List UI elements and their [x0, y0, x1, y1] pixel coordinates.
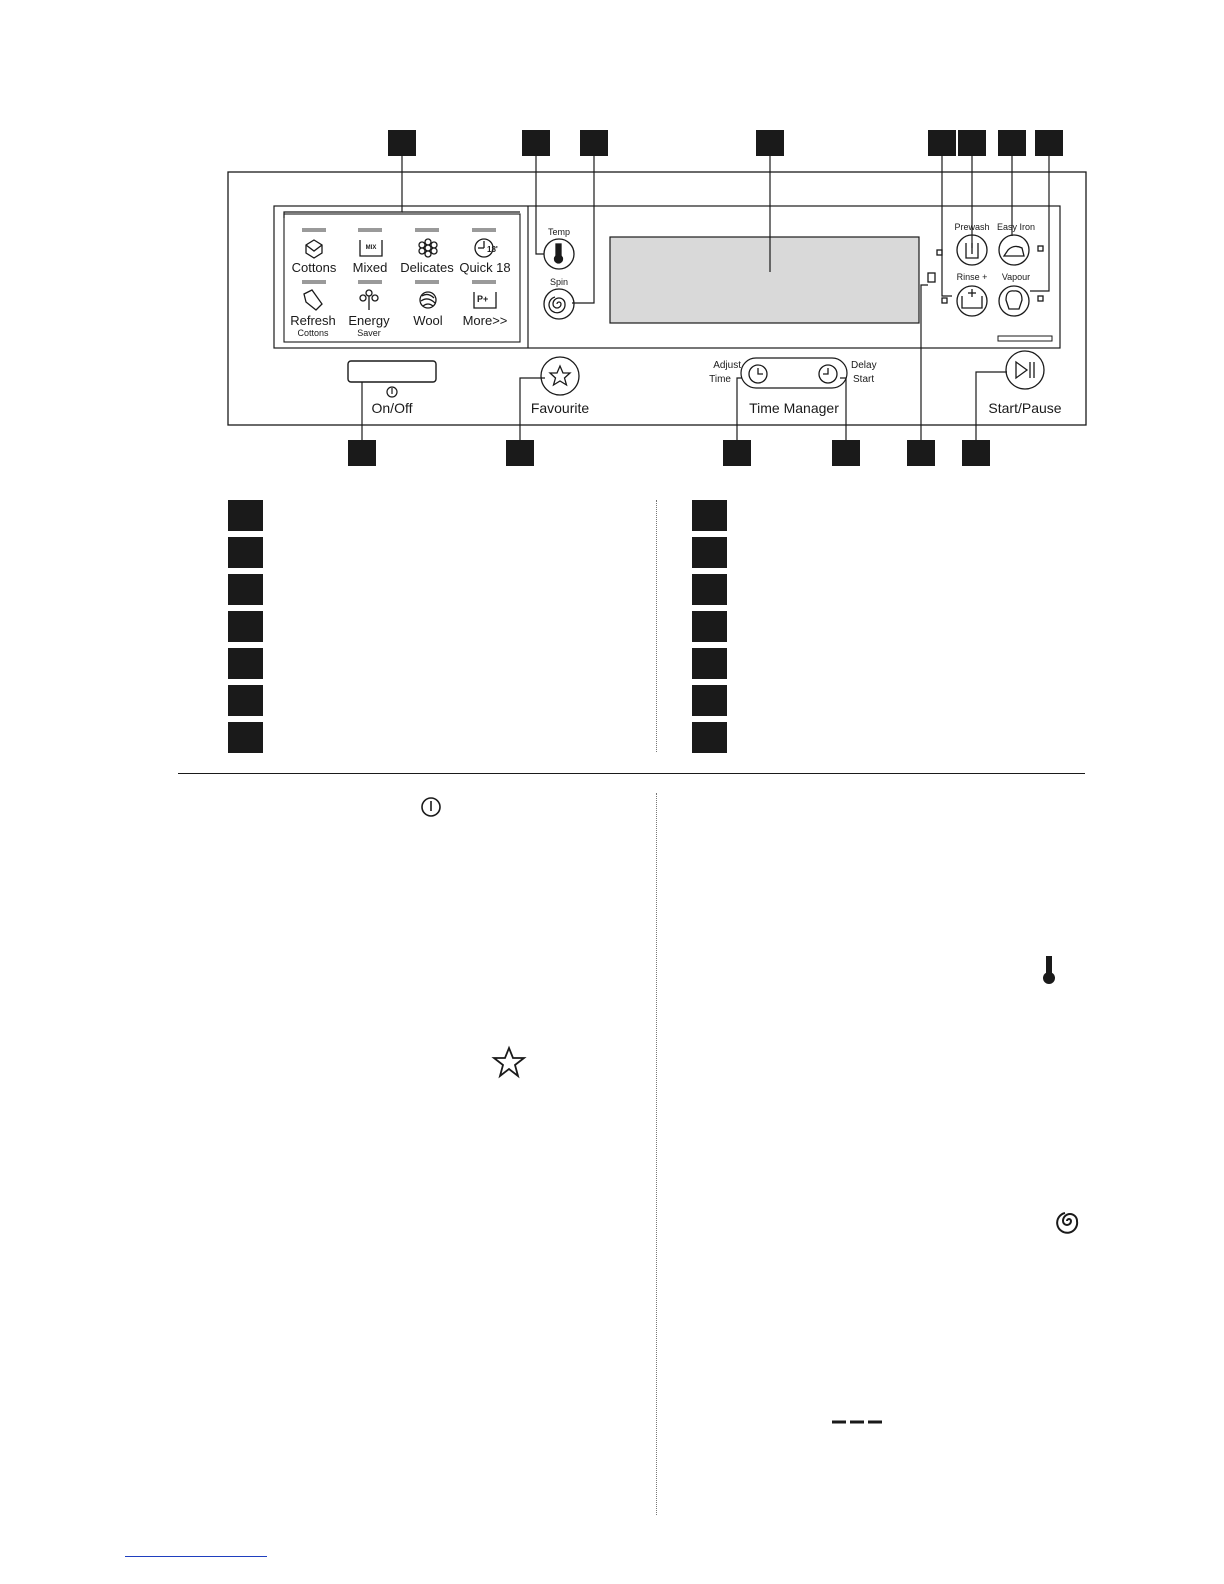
key-marker [692, 537, 727, 568]
favourite-label: Favourite [530, 400, 590, 416]
key-marker [228, 685, 263, 716]
spin-icon [549, 297, 565, 313]
on-off-label: On/Off [371, 400, 413, 416]
easy-iron-icon [1004, 246, 1024, 256]
adjust-time-label-1: Adjust [713, 360, 741, 371]
rinse-label: Rinse + [956, 272, 988, 282]
footer-link[interactable] [125, 1556, 267, 1557]
on-off-button[interactable] [348, 361, 436, 382]
key-marker [228, 722, 263, 753]
wool-icon [420, 292, 436, 308]
quick-badge: 18' [487, 245, 498, 254]
programme-refresh-sub: Cottons [297, 328, 329, 338]
prewash-label: Prewash [954, 222, 990, 232]
key-marker [228, 611, 263, 642]
thermometer-icon [1043, 956, 1055, 984]
key-marker [228, 500, 263, 531]
programme-energy-sub: Saver [357, 328, 381, 338]
delicates-icon [419, 239, 437, 257]
programme-quick-label: Quick 18 [459, 260, 511, 275]
star-icon [494, 1048, 524, 1076]
favourite-button[interactable] [541, 357, 579, 395]
spin-label: Spin [549, 277, 568, 287]
key-marker [692, 500, 727, 531]
display [610, 237, 919, 323]
time-manager-label: Time Manager [749, 400, 839, 416]
programme-mixed-label: Mixed [352, 260, 388, 275]
more-badge: P+ [477, 294, 489, 304]
key-marker [692, 722, 727, 753]
start-pause-label: Start/Pause [988, 400, 1062, 416]
vapour-icon [1006, 291, 1022, 309]
callout-markers-top [388, 130, 1063, 156]
key-marker [692, 574, 727, 605]
section-rule [178, 773, 1085, 774]
callout-markers-bottom [348, 440, 990, 466]
easy-iron-button[interactable] [999, 235, 1029, 265]
start-pause-icon [1016, 362, 1034, 378]
rinse-plus-icon [962, 289, 982, 308]
power-icon [387, 387, 397, 397]
easy-iron-label: Easy Iron [996, 222, 1036, 232]
key-marker [228, 648, 263, 679]
delay-start-label-2: Start [853, 374, 875, 385]
programme-cottons-label: Cottons [291, 260, 337, 275]
key-marker [228, 574, 263, 605]
mix-badge: MIX [365, 245, 377, 251]
programme-delicates-label: Delicates [400, 260, 454, 275]
power-icon [422, 798, 440, 816]
key-divider [656, 500, 657, 752]
programme-energy-label: Energy [348, 313, 390, 328]
refresh-icon [304, 290, 322, 310]
programme-wool-label: Wool [413, 313, 443, 328]
vapour-label: Vapour [1001, 272, 1031, 282]
programme-refresh-label: Refresh [290, 313, 336, 328]
key-marker [692, 648, 727, 679]
temp-label: Temp [547, 227, 570, 237]
key-marker [228, 537, 263, 568]
key-marker [692, 685, 727, 716]
cottons-icon [306, 240, 322, 258]
programme-more-label: More>> [462, 313, 508, 328]
spin-icon [1057, 1213, 1077, 1233]
energy-saver-icon [360, 290, 378, 310]
star-icon [550, 366, 570, 385]
thermometer-icon [555, 244, 563, 263]
key-marker [692, 611, 727, 642]
start-pause-button[interactable] [1006, 351, 1044, 389]
text-icons [0, 780, 1224, 1584]
programme-leds [302, 228, 496, 284]
delay-start-label-1: Delay [851, 360, 877, 371]
adjust-time-label-2: Time [709, 374, 731, 385]
